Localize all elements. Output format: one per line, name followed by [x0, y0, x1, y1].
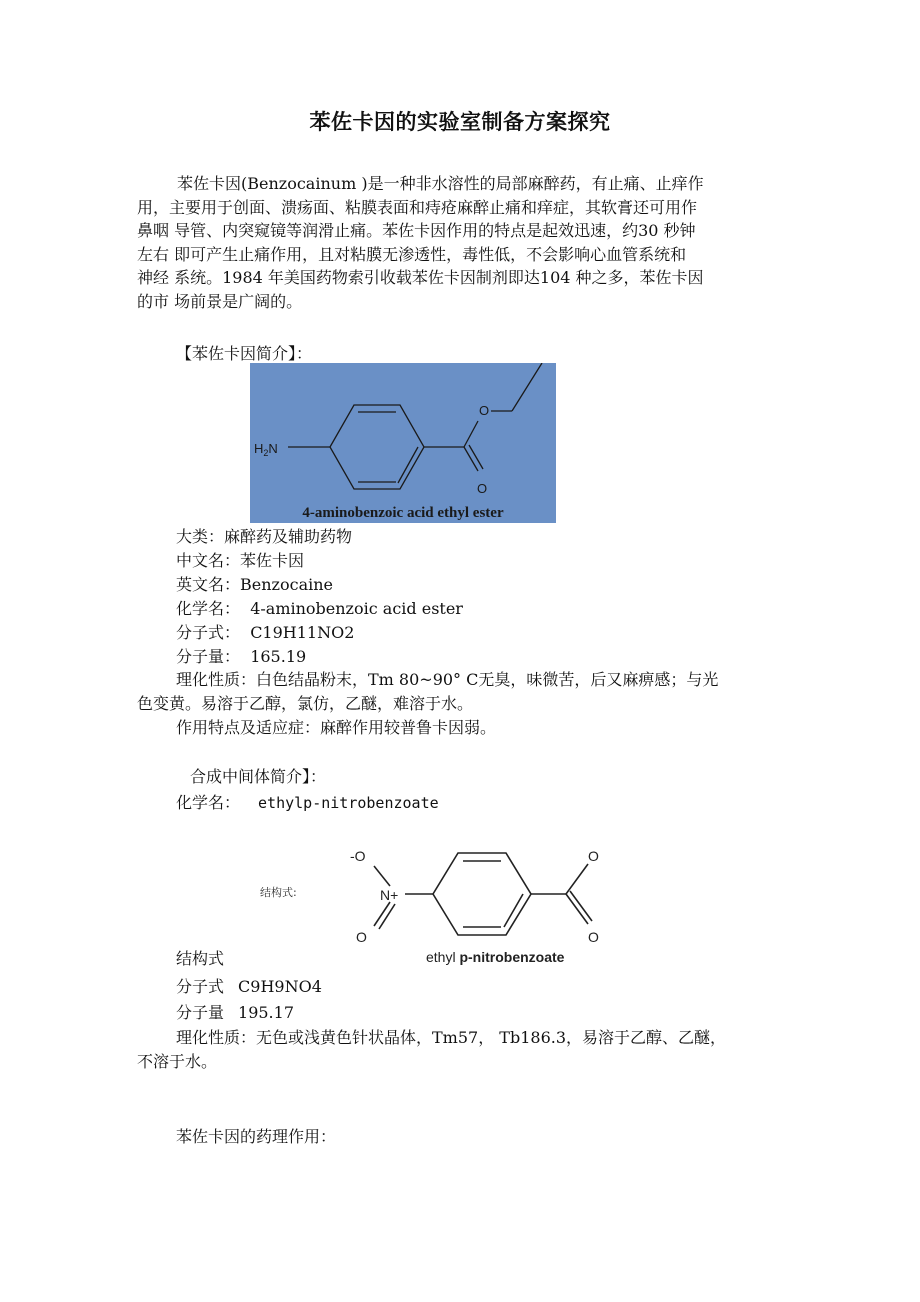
field-chinese-name: 中文名：苯佐卡因 [176, 551, 305, 570]
field-english-name: 英文名：Benzocaine [176, 575, 333, 594]
intro-line: 苯佐卡因(Benzocainum )是一种非水溶性的局部麻醉药，有止痛、止痒作 [177, 174, 704, 193]
nitrogen-plus-label: N+ [380, 887, 399, 903]
field-molecular-weight: 分子量： 165.19 [176, 647, 307, 666]
benzocaine-structure-svg [250, 363, 556, 523]
oxygen-minus-label: -O [350, 848, 366, 864]
carbonyl-oxygen-label-2: O [588, 929, 599, 945]
carbonyl-oxygen-label: O [477, 481, 488, 496]
nitro-oxygen-label: O [356, 929, 367, 945]
intro-paragraph [137, 172, 787, 314]
field-intermediate-mass: 分子量 195.17 [176, 1003, 294, 1022]
intro-line: 的市 场前景是广阔的。 [137, 291, 303, 311]
field-intermediate-formula: 分子式 C9H9NO4 [176, 977, 322, 996]
nitrobenzoate-structure-image [250, 838, 610, 968]
structure-label: 结构式: [260, 886, 297, 899]
field-properties: 理化性质：白色结晶粉末，Tm 80~90° C无臭，味微苦，后又麻痹感；与光 [176, 670, 719, 689]
field-intermediate-chem-name: 化学名： ethylp-nitrobenzoate [176, 793, 439, 812]
field-category: 大类：麻醉药及辅助药物 [176, 527, 353, 546]
section-heading-pharmacology: 苯佐卡因的药理作用： [176, 1127, 337, 1146]
document-title: 苯佐卡因的实验室制备方案探究 [309, 110, 611, 134]
benzocaine-structure-image [250, 363, 556, 523]
field-usage: 作用特点及适应症：麻醉作用较普鲁卡因弱。 [176, 718, 497, 737]
amine-label: $H_2N$ [254, 441, 278, 458]
intro-line: 鼻咽 导管、内突窥镜等润滑止痛。苯佐卡因作用的特点是起效迅速，约30 秒钟 [137, 221, 696, 241]
section-heading-benzocaine: 【苯佐卡因简介】： [176, 344, 313, 363]
intro-line: 左右 即可产生止痛作用，且对粘膜无渗透性，毒性低，不会影响心血管系统和 [137, 244, 687, 264]
structure-caption: 4-aminobenzoic acid ethyl ester [302, 505, 504, 521]
field-properties-cont: 色变黄。易溶于乙醇，氯仿，乙醚，难溶于水。 [137, 694, 474, 713]
ester-oxygen-label: O [479, 403, 490, 418]
ester-oxygen-label-2: O [588, 848, 599, 864]
intro-line: 神经 系统。1984 年美国药物索引收载苯佐卡因制剂即达104 种之多，苯佐卡因 [137, 268, 704, 288]
intro-line: 用，主要用于创面、溃疡面、粘膜表面和痔疮麻醉止痛和痒症，其软膏还可用作 [137, 197, 698, 217]
field-intermediate-properties: 理化性质：无色或浅黄色针状晶体，Tm57， Tb186.3，易溶于乙醇、乙醚， [176, 1028, 727, 1047]
nitrobenzoate-structure-svg [250, 838, 610, 968]
nitrobenzoate-caption: ethyl p-nitrobenzoate [426, 949, 565, 965]
field-intermediate-properties-cont: 不溶于水。 [137, 1052, 218, 1071]
field-chemical-name: 化学名： 4-aminobenzoic acid ester [176, 599, 463, 618]
section-heading-intermediate: 合成中间体简介】： [190, 767, 327, 786]
field-structure: 结构式 [176, 949, 225, 968]
field-molecular-formula: 分子式： C19H11NO2 [176, 623, 355, 642]
